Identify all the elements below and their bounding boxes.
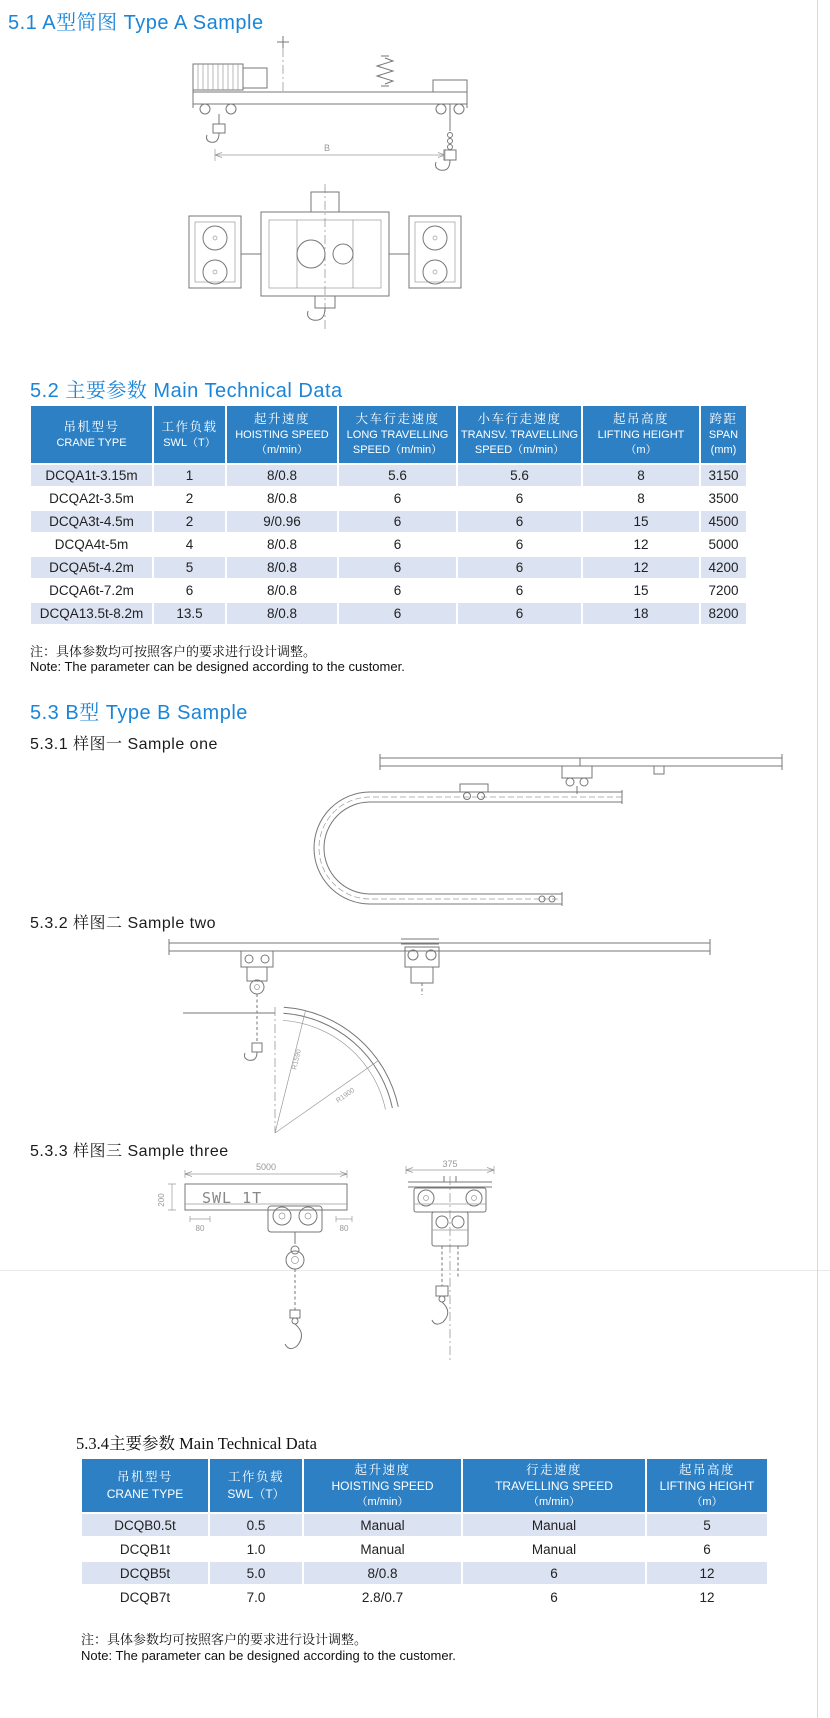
table-cell: 4500 bbox=[700, 510, 747, 533]
table-cell: 13.5 bbox=[153, 602, 226, 625]
table-row bbox=[30, 556, 747, 579]
table-cell: 7.0 bbox=[209, 1585, 303, 1609]
dimension-label-80-right: 80 bbox=[339, 1224, 349, 1233]
table-cell: 5000 bbox=[700, 533, 747, 556]
radius-label-1: R1590 bbox=[291, 1048, 303, 1071]
table-cell: 5.6 bbox=[338, 464, 457, 487]
table-cell: 6 bbox=[153, 579, 226, 602]
section-title-5-1: 5.1 A型简图 Type A Sample bbox=[8, 12, 264, 34]
table-row bbox=[30, 602, 747, 625]
table-cell: 12 bbox=[646, 1585, 768, 1609]
table-cell: Manual bbox=[303, 1513, 462, 1537]
table-cell: 8/0.8 bbox=[226, 579, 338, 602]
table-cell: 6 bbox=[338, 556, 457, 579]
swl-stencil-label: SWL 1T bbox=[202, 1189, 263, 1207]
table-row bbox=[81, 1585, 768, 1609]
dimension-label-80-left: 80 bbox=[195, 1224, 205, 1233]
table-header-row bbox=[30, 405, 747, 464]
table-cell: DCQA4t-5m bbox=[30, 533, 153, 556]
table-cell: Manual bbox=[303, 1537, 462, 1561]
table-cell: 15 bbox=[582, 579, 700, 602]
table-cell: 6 bbox=[338, 602, 457, 625]
col-header-swl: 工作负载 SWL（T） bbox=[209, 1458, 303, 1513]
col-header-transv-travelling-speed: 小车行走速度 TRANSV. TRAVELLING SPEED（m/min） bbox=[457, 405, 582, 464]
table-cell: 8/0.8 bbox=[226, 533, 338, 556]
main-technical-data-table-b bbox=[81, 1458, 768, 1609]
table-cell: DCQA1t-3.15m bbox=[30, 464, 153, 487]
table-cell: 5 bbox=[153, 556, 226, 579]
table-header-row bbox=[81, 1458, 768, 1513]
table-cell: 1.0 bbox=[209, 1537, 303, 1561]
col-header-travelling-speed: 行走速度 TRAVELLING SPEED （m/min） bbox=[462, 1458, 646, 1513]
table-cell: DCQA3t-4.5m bbox=[30, 510, 153, 533]
table-cell: DCQA2t-3.5m bbox=[30, 487, 153, 510]
table-cell: 8200 bbox=[700, 602, 747, 625]
table-cell: 6 bbox=[457, 556, 582, 579]
table-cell: 6 bbox=[457, 579, 582, 602]
table-cell: 1 bbox=[153, 464, 226, 487]
type-b-sample-two-drawing bbox=[165, 935, 725, 1137]
table-a-note-en: Note: The parameter can be designed according to the customer. bbox=[30, 659, 405, 674]
table-cell: 3500 bbox=[700, 487, 747, 510]
table-cell: DCQA6t-7.2m bbox=[30, 579, 153, 602]
table-cell: DCQA13.5t-8.2m bbox=[30, 602, 153, 625]
col-header-crane-type: 吊机型号 CRANE TYPE bbox=[30, 405, 153, 464]
col-header-span: 跨距 SPAN (mm) bbox=[700, 405, 747, 464]
section-title-5-3-3: 5.3.3 样图三 Sample three bbox=[30, 1143, 229, 1160]
table-cell: 6 bbox=[338, 579, 457, 602]
dimension-label-5000: 5000 bbox=[255, 1162, 277, 1172]
section-title-5-3-4: 5.3.4主要参数 Main Technical Data bbox=[76, 1434, 317, 1453]
dimension-label-375: 375 bbox=[442, 1159, 458, 1169]
table-cell: DCQB1t bbox=[81, 1537, 209, 1561]
type-b-sample-three-drawing bbox=[150, 1158, 570, 1373]
section-title-5-3: 5.3 B型 Type B Sample bbox=[30, 702, 248, 724]
table-cell: DCQA5t-4.2m bbox=[30, 556, 153, 579]
col-header-lifting-height: 起吊高度 LIFTING HEIGHT （m） bbox=[646, 1458, 768, 1513]
table-cell: DCQB7t bbox=[81, 1585, 209, 1609]
table-row bbox=[30, 579, 747, 602]
col-header-long-travelling-speed: 大车行走速度 LONG TRAVELLING SPEED（m/min） bbox=[338, 405, 457, 464]
type-a-cross-section-drawing bbox=[175, 182, 475, 334]
table-cell: 12 bbox=[582, 533, 700, 556]
table-cell: 6 bbox=[457, 487, 582, 510]
col-header-crane-type: 吊机型号 CRANE TYPE bbox=[81, 1458, 209, 1513]
table-cell: 6 bbox=[646, 1537, 768, 1561]
table-row bbox=[30, 464, 747, 487]
table-cell: 8/0.8 bbox=[303, 1561, 462, 1585]
table-cell: 2.8/0.7 bbox=[303, 1585, 462, 1609]
table-row bbox=[81, 1537, 768, 1561]
table-cell: 8 bbox=[582, 464, 700, 487]
table-cell: 2 bbox=[153, 487, 226, 510]
table-cell: 6 bbox=[462, 1561, 646, 1585]
table-cell: 6 bbox=[338, 533, 457, 556]
section-title-5-3-1: 5.3.1 样图一 Sample one bbox=[30, 736, 218, 753]
section-title-5-3-2: 5.3.2 样图二 Sample two bbox=[30, 915, 217, 932]
table-row bbox=[30, 510, 747, 533]
table-row bbox=[30, 487, 747, 510]
table-cell: Manual bbox=[462, 1513, 646, 1537]
table-cell: 3150 bbox=[700, 464, 747, 487]
table-cell: DCQB5t bbox=[81, 1561, 209, 1585]
col-header-lifting-height: 起吊高度 LIFTING HEIGHT （m） bbox=[582, 405, 700, 464]
table-cell: 5 bbox=[646, 1513, 768, 1537]
table-cell: 5.0 bbox=[209, 1561, 303, 1585]
table-cell: 0.5 bbox=[209, 1513, 303, 1537]
table-cell: Manual bbox=[462, 1537, 646, 1561]
table-row bbox=[81, 1513, 768, 1537]
table-a-note-cn: 注：具体参数均可按照客户的要求进行设计调整。 bbox=[30, 644, 317, 659]
table-row bbox=[81, 1561, 768, 1585]
table-cell: 8/0.8 bbox=[226, 556, 338, 579]
table-b-note-cn: 注：具体参数均可按照客户的要求进行设计调整。 bbox=[81, 1632, 368, 1647]
table-cell: 2 bbox=[153, 510, 226, 533]
table-cell: 7200 bbox=[700, 579, 747, 602]
table-cell: DCQB0.5t bbox=[81, 1513, 209, 1537]
table-cell: 6 bbox=[457, 602, 582, 625]
table-cell: 8/0.8 bbox=[226, 487, 338, 510]
col-header-hoisting-speed: 起升速度 HOISTING SPEED （m/min） bbox=[226, 405, 338, 464]
col-header-swl: 工作负载 SWL（T） bbox=[153, 405, 226, 464]
dimension-label-200: 200 bbox=[157, 1193, 166, 1207]
table-cell: 4 bbox=[153, 533, 226, 556]
table-cell: 8/0.8 bbox=[226, 464, 338, 487]
col-header-hoisting-speed: 起升速度 HOISTING SPEED （m/min） bbox=[303, 1458, 462, 1513]
table-cell: 5.6 bbox=[457, 464, 582, 487]
table-cell: 9/0.96 bbox=[226, 510, 338, 533]
page-right-border bbox=[817, 0, 818, 1718]
section-title-5-2: 5.2 主要参数 Main Technical Data bbox=[30, 380, 343, 402]
table-cell: 6 bbox=[338, 487, 457, 510]
table-cell: 6 bbox=[462, 1585, 646, 1609]
table-row bbox=[30, 533, 747, 556]
table-cell: 12 bbox=[646, 1561, 768, 1585]
table-b-note-en: Note: The parameter can be designed according to the customer. bbox=[81, 1648, 456, 1663]
table-cell: 8 bbox=[582, 487, 700, 510]
table-cell: 6 bbox=[338, 510, 457, 533]
main-technical-data-table-a bbox=[30, 405, 747, 625]
table-cell: 6 bbox=[457, 533, 582, 556]
table-cell: 6 bbox=[457, 510, 582, 533]
radius-label-2: R1900 bbox=[335, 1087, 357, 1105]
dimension-label-b: B bbox=[323, 143, 331, 153]
table-cell: 12 bbox=[582, 556, 700, 579]
table-cell: 4200 bbox=[700, 556, 747, 579]
table-cell: 18 bbox=[582, 602, 700, 625]
table-cell: 8/0.8 bbox=[226, 602, 338, 625]
table-cell: 15 bbox=[582, 510, 700, 533]
type-b-sample-one-drawing bbox=[230, 750, 790, 910]
type-a-side-elevation-drawing bbox=[185, 36, 475, 178]
